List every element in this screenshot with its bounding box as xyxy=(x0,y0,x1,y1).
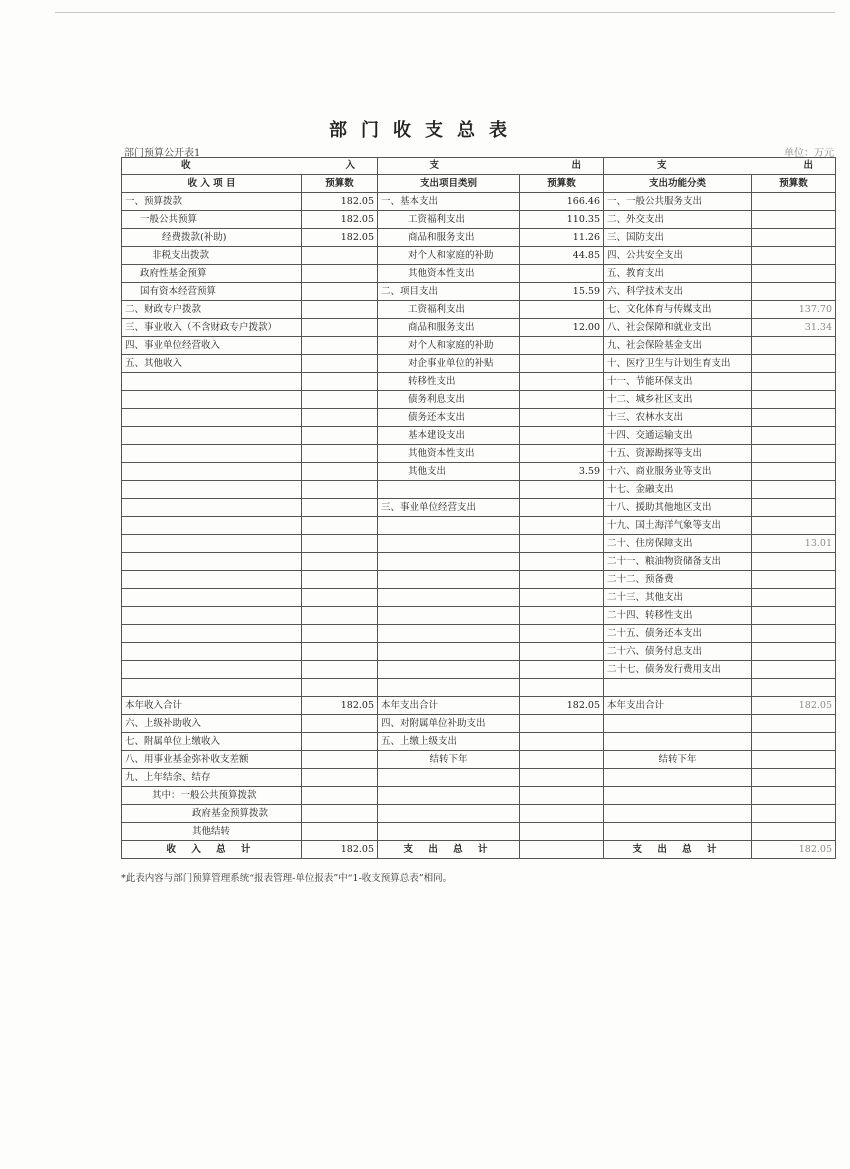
func-item-cell: 二十三、其他支出 xyxy=(604,589,752,607)
income-amount-cell xyxy=(302,391,378,409)
income-item-cell xyxy=(122,661,302,679)
exp-amount-cell xyxy=(520,805,604,823)
exp-item-cell xyxy=(378,823,520,841)
income-item-cell: 四、事业单位经营收入 xyxy=(122,337,302,355)
exp-amount-cell xyxy=(520,445,604,463)
income-amount-cell xyxy=(302,679,378,697)
table-row xyxy=(122,589,836,607)
exp-amount-cell xyxy=(520,427,604,445)
income-item-cell xyxy=(122,589,302,607)
band-header-row xyxy=(122,158,836,175)
func-item-cell: 七、文化体育与传媒支出 xyxy=(604,301,752,319)
exp-item-cell: 债务利息支出 xyxy=(378,391,520,409)
func-item-cell xyxy=(604,733,752,751)
func-item-cell: 二十、住房保障支出 xyxy=(604,535,752,553)
income-item-cell: 一般公共预算 xyxy=(122,211,302,229)
income-amount-cell xyxy=(302,823,378,841)
income-amount-cell xyxy=(302,499,378,517)
exp-item-cell: 本年支出合计 xyxy=(378,697,520,715)
func-amount-cell xyxy=(752,193,836,211)
income-item-cell xyxy=(122,409,302,427)
column-header-row xyxy=(122,175,836,193)
exp-item-cell: 商品和服务支出 xyxy=(378,229,520,247)
exp-item-cell xyxy=(378,571,520,589)
func-item-cell: 二、外交支出 xyxy=(604,211,752,229)
func-item-cell: 二十二、预备费 xyxy=(604,571,752,589)
func-item-cell: 四、公共安全支出 xyxy=(604,247,752,265)
income-item-cell: 经费拨款(补助) xyxy=(122,229,302,247)
func-amount-cell xyxy=(752,409,836,427)
exp-amount-cell xyxy=(520,265,604,283)
expense-band-header: 支 出 xyxy=(378,158,604,175)
exp-amount-cell xyxy=(520,373,604,391)
table-row xyxy=(122,535,836,553)
func-item-cell: 二十六、债务付息支出 xyxy=(604,643,752,661)
function-band-header: 支 出 xyxy=(604,158,836,175)
func-amount-cell xyxy=(752,823,836,841)
func-amount-cell xyxy=(752,427,836,445)
exp-item-cell: 商品和服务支出 xyxy=(378,319,520,337)
income-amount-cell xyxy=(302,481,378,499)
col-exp-category: 支出项目类别 xyxy=(378,175,520,193)
func-item-cell: 二十四、转移性支出 xyxy=(604,607,752,625)
func-item-cell: 三、国防支出 xyxy=(604,229,752,247)
income-item-cell xyxy=(122,391,302,409)
func-item-cell xyxy=(604,823,752,841)
income-amount-cell xyxy=(302,373,378,391)
income-item-cell: 六、上级补助收入 xyxy=(122,715,302,733)
income-item-cell xyxy=(122,607,302,625)
exp-item-cell xyxy=(378,643,520,661)
income-total-amount: 182.05 xyxy=(302,841,378,859)
income-amount-cell xyxy=(302,337,378,355)
income-amount-cell xyxy=(302,607,378,625)
income-amount-cell xyxy=(302,319,378,337)
form-code: 部门预算公开表1 xyxy=(124,148,201,159)
exp-amount-cell xyxy=(520,751,604,769)
table-row xyxy=(122,733,836,751)
table-row xyxy=(122,517,836,535)
income-item-cell: 一、预算拨款 xyxy=(122,193,302,211)
table-row xyxy=(122,319,836,337)
exp-amount-cell xyxy=(520,679,604,697)
exp-amount-cell: 44.85 xyxy=(520,247,604,265)
exp-amount-cell xyxy=(520,355,604,373)
exp-item-cell: 二、项目支出 xyxy=(378,283,520,301)
exp-amount-cell xyxy=(520,733,604,751)
func-amount-cell xyxy=(752,661,836,679)
func-amount-cell: 182.05 xyxy=(752,697,836,715)
func-amount-cell xyxy=(752,265,836,283)
table-row xyxy=(122,481,836,499)
exp-amount-cell xyxy=(520,571,604,589)
func-amount-cell: 13.01 xyxy=(752,535,836,553)
exp-item-cell xyxy=(378,679,520,697)
income-item-cell xyxy=(122,373,302,391)
exp-item-cell xyxy=(378,805,520,823)
func-item-cell: 十二、城乡社区支出 xyxy=(604,391,752,409)
func-item-cell: 本年支出合计 xyxy=(604,697,752,715)
func-item-cell: 十、医疗卫生与计划生育支出 xyxy=(604,355,752,373)
func-amount-cell: 31.34 xyxy=(752,319,836,337)
col-income-amount: 预算数 xyxy=(302,175,378,193)
exp-amount-cell: 15.59 xyxy=(520,283,604,301)
exp-amount-cell xyxy=(520,409,604,427)
func-item-cell: 十六、商业服务业等支出 xyxy=(604,463,752,481)
func-total-label: 支 出 总 计 xyxy=(604,841,752,859)
table-row xyxy=(122,607,836,625)
exp-item-cell xyxy=(378,535,520,553)
exp-amount-cell xyxy=(520,769,604,787)
exp-item-cell xyxy=(378,517,520,535)
footnote: *此表内容与部门预算管理系统“报表管理-单位报表”中“1-收支预算总表”相同。 xyxy=(121,873,453,884)
exp-item-cell: 对个人和家庭的补助 xyxy=(378,247,520,265)
table-row xyxy=(122,769,836,787)
exp-item-cell: 对企事业单位的补贴 xyxy=(378,355,520,373)
income-amount-cell xyxy=(302,517,378,535)
exp-item-cell: 转移性支出 xyxy=(378,373,520,391)
table-row xyxy=(122,247,836,265)
table-row xyxy=(122,337,836,355)
income-item-cell xyxy=(122,499,302,517)
table-row xyxy=(122,625,836,643)
income-amount-cell xyxy=(302,733,378,751)
income-amount-cell xyxy=(302,769,378,787)
func-amount-cell xyxy=(752,247,836,265)
income-item-cell: 八、用事业基金弥补收支差额 xyxy=(122,751,302,769)
income-amount-cell: 182.05 xyxy=(302,697,378,715)
exp-amount-cell: 166.46 xyxy=(520,193,604,211)
func-item-cell: 二十一、粮油物资储备支出 xyxy=(604,553,752,571)
unit-label: 单位：万元 xyxy=(784,148,834,159)
exp-item-cell: 工资福利支出 xyxy=(378,211,520,229)
table-row xyxy=(122,265,836,283)
func-amount-cell xyxy=(752,643,836,661)
income-amount-cell xyxy=(302,805,378,823)
income-amount-cell xyxy=(302,715,378,733)
exp-amount-cell xyxy=(520,787,604,805)
exp-item-cell: 其他资本性支出 xyxy=(378,445,520,463)
table-row xyxy=(122,751,836,769)
income-item-cell xyxy=(122,553,302,571)
income-amount-cell xyxy=(302,643,378,661)
func-item-cell: 十九、国土海洋气象等支出 xyxy=(604,517,752,535)
table-row xyxy=(122,643,836,661)
exp-amount-cell xyxy=(520,517,604,535)
exp-amount-cell: 11.26 xyxy=(520,229,604,247)
exp-item-cell xyxy=(378,607,520,625)
func-amount-cell xyxy=(752,391,836,409)
income-amount-cell xyxy=(302,625,378,643)
exp-item-cell: 其他支出 xyxy=(378,463,520,481)
income-amount-cell: 182.05 xyxy=(302,229,378,247)
exp-amount-cell xyxy=(520,553,604,571)
table-row xyxy=(122,193,836,211)
exp-amount-cell: 110.35 xyxy=(520,211,604,229)
income-total-label: 收 入 总 计 xyxy=(122,841,302,859)
func-amount-cell xyxy=(752,787,836,805)
income-item-cell xyxy=(122,481,302,499)
func-total-amount: 182.05 xyxy=(752,841,836,859)
income-item-cell xyxy=(122,427,302,445)
income-amount-cell xyxy=(302,463,378,481)
exp-item-cell xyxy=(378,787,520,805)
table-row xyxy=(122,823,836,841)
func-amount-cell xyxy=(752,445,836,463)
func-amount-cell xyxy=(752,229,836,247)
income-amount-cell: 182.05 xyxy=(302,211,378,229)
func-item-cell: 八、社会保障和就业支出 xyxy=(604,319,752,337)
income-item-cell: 其中：一般公共预算拨款 xyxy=(122,787,302,805)
page-title: 部门收支总表 xyxy=(329,120,521,141)
func-item-cell: 六、科学技术支出 xyxy=(604,283,752,301)
func-amount-cell xyxy=(752,211,836,229)
table-row xyxy=(122,787,836,805)
income-item-cell xyxy=(122,445,302,463)
income-item-cell xyxy=(122,643,302,661)
func-amount-cell xyxy=(752,373,836,391)
exp-item-cell xyxy=(378,769,520,787)
exp-amount-cell xyxy=(520,589,604,607)
func-amount-cell: 137.70 xyxy=(752,301,836,319)
func-amount-cell xyxy=(752,481,836,499)
func-amount-cell xyxy=(752,625,836,643)
table-row xyxy=(122,697,836,715)
income-amount-cell xyxy=(302,787,378,805)
func-amount-cell xyxy=(752,571,836,589)
exp-item-cell: 一、基本支出 xyxy=(378,193,520,211)
func-item-cell xyxy=(604,769,752,787)
exp-item-cell xyxy=(378,481,520,499)
income-item-cell xyxy=(122,463,302,481)
exp-amount-cell xyxy=(520,643,604,661)
exp-total-label: 支 出 总 计 xyxy=(378,841,520,859)
table-row xyxy=(122,409,836,427)
exp-amount-cell xyxy=(520,625,604,643)
income-item-cell: 政府性基金预算 xyxy=(122,265,302,283)
func-amount-cell xyxy=(752,733,836,751)
table-row xyxy=(122,229,836,247)
income-amount-cell xyxy=(302,247,378,265)
income-amount-cell xyxy=(302,589,378,607)
table-row xyxy=(122,499,836,517)
exp-item-cell: 其他资本性支出 xyxy=(378,265,520,283)
income-amount-cell xyxy=(302,301,378,319)
exp-amount-cell xyxy=(520,391,604,409)
table-row xyxy=(122,283,836,301)
col-func-category: 支出功能分类 xyxy=(604,175,752,193)
income-item-cell: 二、财政专户拨款 xyxy=(122,301,302,319)
income-item-cell: 其他结转 xyxy=(122,823,302,841)
income-item-cell: 五、其他收入 xyxy=(122,355,302,373)
col-func-amount: 预算数 xyxy=(752,175,836,193)
income-item-cell: 本年收入合计 xyxy=(122,697,302,715)
exp-item-cell xyxy=(378,625,520,643)
exp-amount-cell xyxy=(520,535,604,553)
income-amount-cell xyxy=(302,571,378,589)
func-item-cell: 一、一般公共服务支出 xyxy=(604,193,752,211)
func-amount-cell xyxy=(752,355,836,373)
exp-item-cell: 三、事业单位经营支出 xyxy=(378,499,520,517)
income-amount-cell xyxy=(302,409,378,427)
table-row xyxy=(122,391,836,409)
func-amount-cell xyxy=(752,463,836,481)
income-item-cell: 九、上年结余、结存 xyxy=(122,769,302,787)
income-amount-cell xyxy=(302,553,378,571)
income-item-cell: 三、事业收入（不含财政专户拨款） xyxy=(122,319,302,337)
exp-item-cell: 五、上缴上级支出 xyxy=(378,733,520,751)
table-row xyxy=(122,463,836,481)
func-item-cell: 五、教育支出 xyxy=(604,265,752,283)
func-item-cell: 十八、援助其他地区支出 xyxy=(604,499,752,517)
income-item-cell: 非税支出拨款 xyxy=(122,247,302,265)
exp-item-cell: 对个人和家庭的补助 xyxy=(378,337,520,355)
exp-amount-cell xyxy=(520,337,604,355)
func-amount-cell xyxy=(752,751,836,769)
table-row xyxy=(122,661,836,679)
exp-amount-cell xyxy=(520,499,604,517)
func-item-cell xyxy=(604,679,752,697)
func-amount-cell xyxy=(752,517,836,535)
exp-amount-cell xyxy=(520,823,604,841)
func-amount-cell xyxy=(752,553,836,571)
exp-item-cell: 结转下年 xyxy=(378,751,520,769)
income-item-cell xyxy=(122,535,302,553)
func-item-cell: 二十七、债务发行费用支出 xyxy=(604,661,752,679)
func-amount-cell xyxy=(752,337,836,355)
income-band-header: 收 入 xyxy=(122,158,378,175)
func-amount-cell xyxy=(752,607,836,625)
table-row xyxy=(122,445,836,463)
func-amount-cell xyxy=(752,283,836,301)
exp-amount-cell: 12.00 xyxy=(520,319,604,337)
func-item-cell: 十三、农林水支出 xyxy=(604,409,752,427)
exp-amount-cell: 182.05 xyxy=(520,697,604,715)
income-amount-cell xyxy=(302,535,378,553)
table-row xyxy=(122,355,836,373)
exp-amount-cell: 3.59 xyxy=(520,463,604,481)
table-row xyxy=(122,715,836,733)
income-item-cell xyxy=(122,571,302,589)
income-amount-cell xyxy=(302,355,378,373)
income-item-cell xyxy=(122,625,302,643)
income-item-cell: 政府基金预算拨款 xyxy=(122,805,302,823)
income-amount-cell xyxy=(302,427,378,445)
func-amount-cell xyxy=(752,679,836,697)
func-item-cell: 十七、金融支出 xyxy=(604,481,752,499)
func-item-cell: 九、社会保险基金支出 xyxy=(604,337,752,355)
grand-total-row xyxy=(122,841,836,859)
col-exp-amount: 预算数 xyxy=(520,175,604,193)
func-amount-cell xyxy=(752,805,836,823)
table-row xyxy=(122,805,836,823)
func-item-cell: 二十五、债务还本支出 xyxy=(604,625,752,643)
exp-item-cell: 债务还本支出 xyxy=(378,409,520,427)
func-item-cell: 十四、交通运输支出 xyxy=(604,427,752,445)
func-amount-cell xyxy=(752,499,836,517)
func-amount-cell xyxy=(752,589,836,607)
income-item-cell: 七、附属单位上缴收入 xyxy=(122,733,302,751)
func-item-cell xyxy=(604,805,752,823)
table-row xyxy=(122,373,836,391)
income-amount-cell xyxy=(302,661,378,679)
exp-amount-cell xyxy=(520,481,604,499)
exp-item-cell: 工资福利支出 xyxy=(378,301,520,319)
income-amount-cell xyxy=(302,283,378,301)
exp-amount-cell xyxy=(520,301,604,319)
func-item-cell xyxy=(604,787,752,805)
table-row xyxy=(122,679,836,697)
income-item-cell: 国有资本经营预算 xyxy=(122,283,302,301)
exp-amount-cell xyxy=(520,715,604,733)
func-amount-cell xyxy=(752,715,836,733)
func-item-cell xyxy=(604,715,752,733)
exp-item-cell: 基本建设支出 xyxy=(378,427,520,445)
income-amount-cell xyxy=(302,751,378,769)
exp-item-cell xyxy=(378,589,520,607)
income-item-cell xyxy=(122,517,302,535)
table-row xyxy=(122,211,836,229)
income-amount-cell xyxy=(302,265,378,283)
top-rule xyxy=(55,12,835,13)
exp-amount-cell xyxy=(520,607,604,625)
exp-item-cell xyxy=(378,553,520,571)
func-item-cell: 十一、节能环保支出 xyxy=(604,373,752,391)
income-amount-cell: 182.05 xyxy=(302,193,378,211)
exp-item-cell xyxy=(378,661,520,679)
func-item-cell: 结转下年 xyxy=(604,751,752,769)
exp-item-cell: 四、对附属单位补助支出 xyxy=(378,715,520,733)
budget-summary-table xyxy=(121,157,836,859)
func-amount-cell xyxy=(752,769,836,787)
income-item-cell xyxy=(122,679,302,697)
table-row xyxy=(122,571,836,589)
table-row xyxy=(122,553,836,571)
col-income-item: 收 入 项 目 xyxy=(122,175,302,193)
exp-total-amount xyxy=(520,841,604,859)
table-row xyxy=(122,427,836,445)
func-item-cell: 十五、资源勘探等支出 xyxy=(604,445,752,463)
income-amount-cell xyxy=(302,445,378,463)
exp-amount-cell xyxy=(520,661,604,679)
table-row xyxy=(122,301,836,319)
